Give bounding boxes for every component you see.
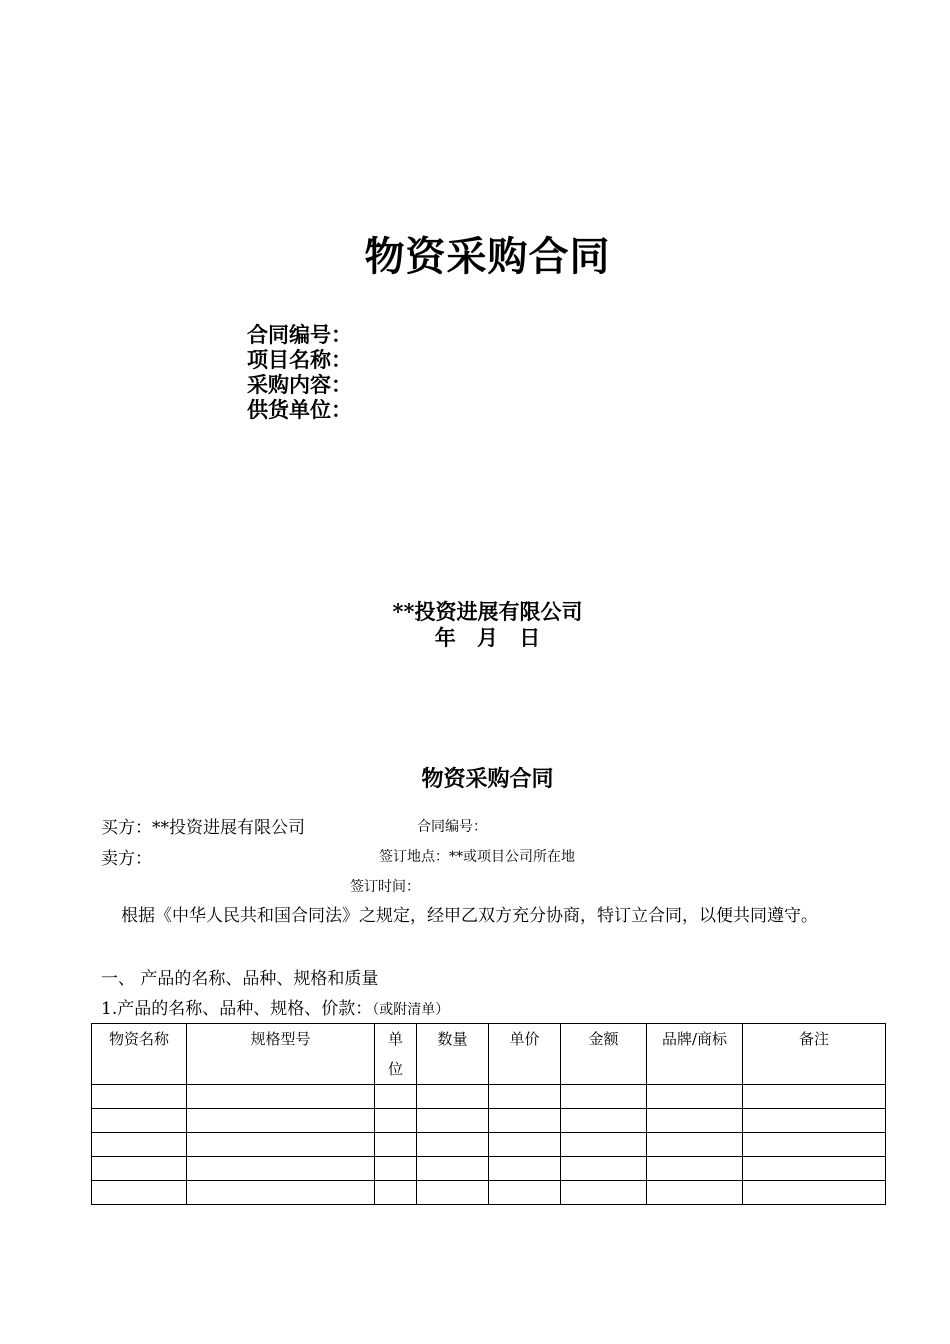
- header-unit-text: 单位: [387, 1030, 403, 1078]
- items-table: [91, 1023, 886, 1205]
- table-cell[interactable]: [375, 1133, 417, 1157]
- contract-title: 物资采购合同: [421, 766, 554, 792]
- sign-time-line: 签订时间：: [350, 879, 420, 895]
- table-row: [92, 1085, 886, 1109]
- table-cell[interactable]: [417, 1157, 489, 1181]
- table-cell[interactable]: [561, 1085, 647, 1109]
- table-cell[interactable]: [647, 1085, 743, 1109]
- header-spec-model: 规格型号: [187, 1024, 375, 1085]
- table-cell[interactable]: [743, 1157, 886, 1181]
- table-cell[interactable]: [187, 1085, 375, 1109]
- table-cell[interactable]: [743, 1181, 886, 1205]
- table-cell[interactable]: [187, 1157, 375, 1181]
- item-heading-note: （或附清单）: [372, 1002, 450, 1018]
- header-remarks: 备注: [743, 1024, 886, 1085]
- table-cell[interactable]: [92, 1157, 187, 1181]
- seller-line: 卖方：: [101, 849, 152, 869]
- cover-date: 年 月 日: [434, 625, 541, 650]
- header-brand: 品牌/商标: [647, 1024, 743, 1085]
- table-cell[interactable]: [647, 1133, 743, 1157]
- header-unit: [375, 1024, 417, 1085]
- table-cell[interactable]: [561, 1133, 647, 1157]
- table-cell[interactable]: [647, 1157, 743, 1181]
- table-cell[interactable]: [187, 1109, 375, 1133]
- table-cell[interactable]: [489, 1085, 561, 1109]
- cover-title: 物资采购合同: [364, 233, 611, 280]
- header-unit-price: 单价: [489, 1024, 561, 1085]
- header-amount: 金额: [561, 1024, 647, 1085]
- table-cell[interactable]: [375, 1085, 417, 1109]
- supplier-label: 供货单位：: [247, 397, 352, 422]
- table-cell[interactable]: [375, 1157, 417, 1181]
- table-cell[interactable]: [417, 1085, 489, 1109]
- sign-place-line: 签订地点：**或项目公司所在地: [379, 849, 575, 865]
- table-row: [92, 1181, 886, 1205]
- table-cell[interactable]: [647, 1181, 743, 1205]
- table-row: [92, 1157, 886, 1181]
- table-header-row: [92, 1024, 886, 1085]
- table-row: [92, 1133, 886, 1157]
- table-cell[interactable]: [743, 1109, 886, 1133]
- table-cell[interactable]: [489, 1109, 561, 1133]
- section-heading: 一、 产品的名称、品种、规格和质量: [101, 969, 379, 989]
- item-heading-text: 1.产品的名称、品种、规格、价款：: [101, 999, 373, 1019]
- table-cell[interactable]: [417, 1109, 489, 1133]
- table-row: [92, 1109, 886, 1133]
- contract-number-label: 合同编号：: [247, 322, 352, 347]
- table-cell[interactable]: [92, 1085, 187, 1109]
- table-cell[interactable]: [375, 1109, 417, 1133]
- table-cell[interactable]: [187, 1181, 375, 1205]
- table-cell[interactable]: [489, 1133, 561, 1157]
- table-cell[interactable]: [561, 1109, 647, 1133]
- header-material-name: 物资名称: [92, 1024, 187, 1085]
- header-quantity: 数量: [417, 1024, 489, 1085]
- table-cell[interactable]: [489, 1157, 561, 1181]
- purchase-content-label: 采购内容：: [247, 372, 352, 397]
- table-cell[interactable]: [743, 1133, 886, 1157]
- table-cell[interactable]: [417, 1181, 489, 1205]
- contract-number-line: 合同编号：: [417, 819, 487, 835]
- item-heading: [101, 994, 449, 1019]
- table-cell[interactable]: [417, 1133, 489, 1157]
- table-cell[interactable]: [92, 1133, 187, 1157]
- cover-fields: [247, 322, 352, 422]
- buyer-line: 买方：**投资进展有限公司: [101, 818, 305, 838]
- table-cell[interactable]: [92, 1109, 187, 1133]
- table-cell[interactable]: [489, 1181, 561, 1205]
- table-cell[interactable]: [92, 1181, 187, 1205]
- table-cell[interactable]: [375, 1181, 417, 1205]
- table-cell[interactable]: [561, 1157, 647, 1181]
- project-name-label: 项目名称：: [247, 347, 352, 372]
- table-cell[interactable]: [187, 1133, 375, 1157]
- intro-paragraph: 根据《中华人民共和国合同法》之规定，经甲乙双方充分协商，特订立合同，以便共同遵守。: [121, 906, 818, 926]
- table-cell[interactable]: [561, 1181, 647, 1205]
- cover-company: **投资进展有限公司: [392, 599, 583, 624]
- table-cell[interactable]: [743, 1085, 886, 1109]
- table-cell[interactable]: [647, 1109, 743, 1133]
